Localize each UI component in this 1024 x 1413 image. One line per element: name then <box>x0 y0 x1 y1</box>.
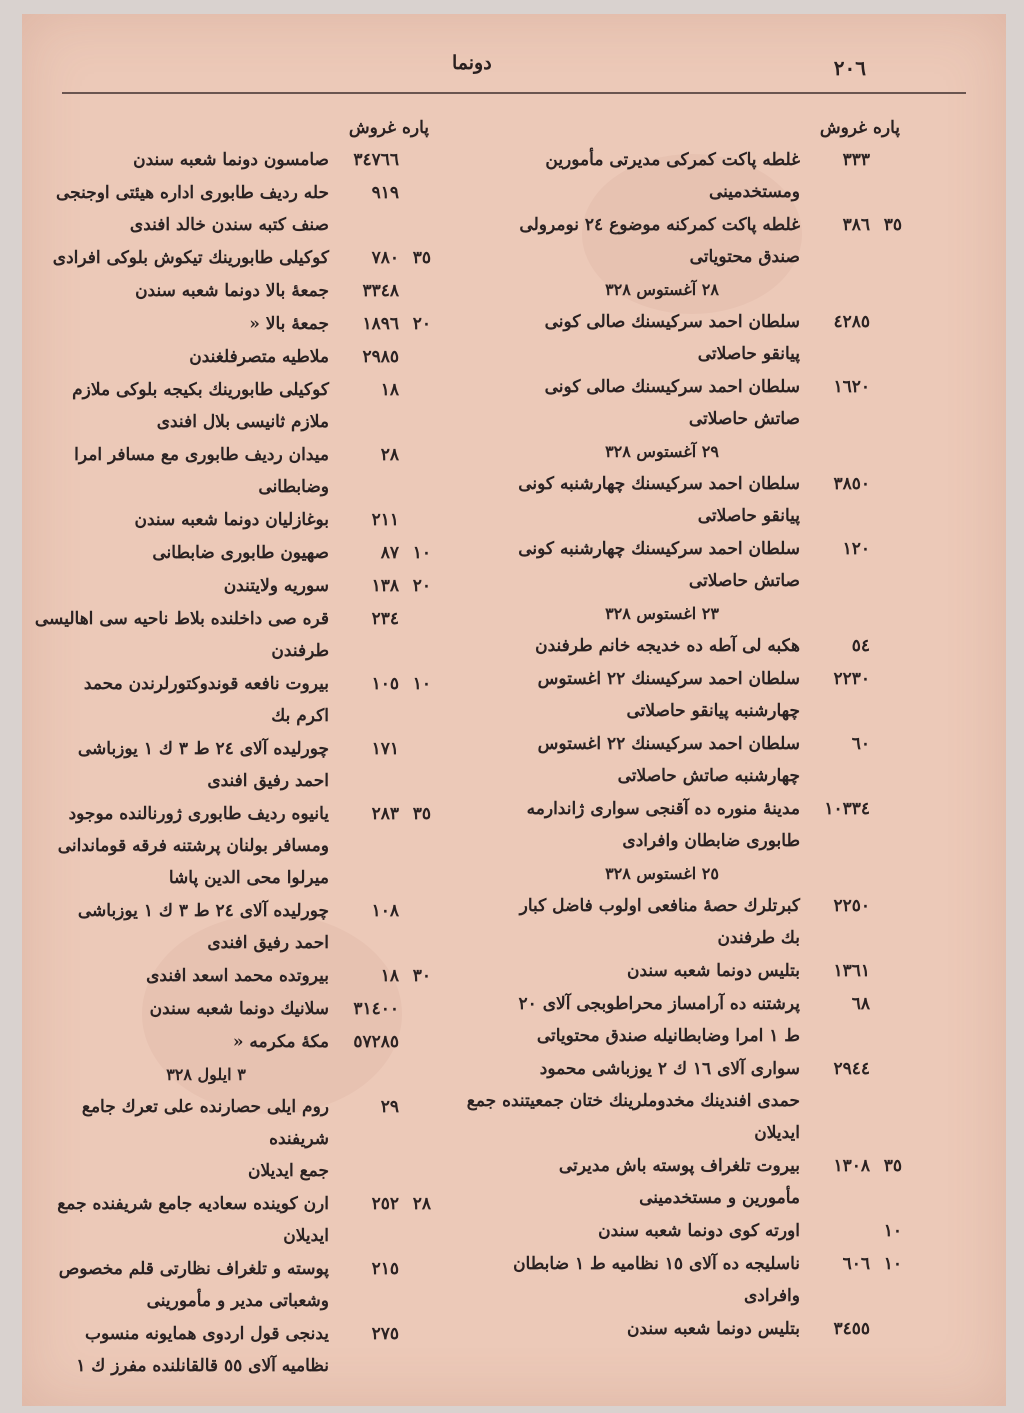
entry-continuation: صاتش حاصلاتی <box>688 409 800 429</box>
ledger-entry <box>21 1091 431 1187</box>
gurus-value: ٦٠ <box>851 734 870 754</box>
entry-text: سلانیك دونما شعبه سندن <box>149 999 329 1019</box>
amount <box>808 1215 902 1247</box>
entry-description <box>21 1188 337 1252</box>
amount <box>337 960 431 992</box>
entry-continuation: احمد رفیق افندی <box>207 771 329 791</box>
entry-continuation: نظامیه آلای ٥٥ قالقانلنده مفرز ك ١ <box>76 1356 329 1376</box>
entry-text: کوکیلی طابورینك بکیجه بلوکی ملازم <box>72 380 329 400</box>
entry-description <box>462 988 808 1052</box>
para-value: ١٠ <box>883 1221 902 1241</box>
gurus-value: ١٣٦١ <box>833 961 870 981</box>
amount <box>337 603 431 635</box>
gurus-value: ٤٢٨٥ <box>833 312 870 332</box>
entry-continuation: ومستخدمینی <box>708 182 800 202</box>
gurus-value: ٦٠٦ <box>842 1254 870 1274</box>
para-value <box>870 468 902 500</box>
entry-text: جمعهٔ بالا دونما شعبه سندن <box>135 281 329 301</box>
gurus-value: ٣٣٣ <box>842 150 870 170</box>
entry-text: یانیوه ردیف طابوری ژورنالنده موجود <box>68 804 329 824</box>
para-value: ١٠ <box>412 543 431 563</box>
entry-description <box>21 733 337 797</box>
entry-continuation: چهارشنبه پیانقو حاصلاتی <box>626 701 800 721</box>
amount <box>808 1313 902 1345</box>
entry-continuation: وافرادی <box>743 1286 800 1306</box>
entry-continuation: چهارشنبه صاتش حاصلاتی <box>617 766 800 786</box>
ledger-entry <box>21 895 431 959</box>
entry-description <box>462 1150 808 1214</box>
para-value <box>870 663 902 695</box>
para-value <box>399 993 431 1025</box>
entry-text: بیروت تلغراف پوسته باش مدیرتی <box>558 1156 800 1176</box>
entry-description <box>462 630 808 662</box>
entry-description <box>462 793 808 857</box>
entry-continuation: ایدیلان <box>283 1226 329 1246</box>
entry-continuation: احمد رفیق افندی <box>207 933 329 953</box>
amount <box>337 668 431 700</box>
ledger-entry <box>462 663 902 727</box>
ledger-entry <box>462 1150 902 1214</box>
entry-description <box>21 1026 337 1058</box>
entry-description <box>21 374 337 438</box>
ledger-entry <box>21 537 431 569</box>
para-value <box>399 603 431 635</box>
para-value: ٣٥ <box>412 248 431 268</box>
para-value: ٣٥ <box>883 215 902 235</box>
entry-description <box>462 1053 808 1149</box>
para-value: ١٠ <box>412 674 431 694</box>
gurus-value: ٥٤ <box>851 636 870 656</box>
entry-description <box>462 533 808 597</box>
entry-continuation: صاتش حاصلاتی <box>688 571 800 591</box>
amount <box>808 371 902 403</box>
amount <box>337 895 431 927</box>
column-heading <box>462 112 902 144</box>
entry-description <box>462 890 808 954</box>
para-value <box>399 374 431 406</box>
gurus-value: ٢٧٥ <box>371 1324 399 1344</box>
gurus-value: ٢٨ <box>380 445 399 465</box>
ledger-entry <box>21 668 431 732</box>
ledger-entry <box>21 798 431 894</box>
left-column <box>21 112 431 1383</box>
entry-text: میدان ردیف طابوری مع مسافر امرا <box>74 445 329 465</box>
left-entries <box>21 144 431 1382</box>
entry-description <box>21 798 337 894</box>
para-value <box>399 1091 431 1123</box>
amount <box>337 504 431 536</box>
para-value <box>399 177 431 209</box>
ledger-entry <box>462 533 902 597</box>
para-value <box>399 1318 431 1350</box>
gurus-value: ٣٣٤٨ <box>362 281 399 301</box>
ledger-entry <box>21 603 431 667</box>
gurus-value: ٥٧٢٨٥ <box>353 1032 399 1052</box>
gurus-value: ٩١٩ <box>371 183 399 203</box>
entry-description <box>462 955 808 987</box>
para-value <box>399 1253 431 1285</box>
ledger-entry <box>462 144 902 208</box>
gurus-value: ١٠٨ <box>371 901 399 921</box>
ledger-entry <box>462 371 902 435</box>
amount <box>808 144 902 176</box>
date-line: ٣ ایلول ٣٢٨ <box>166 1065 246 1084</box>
para-value <box>870 1313 902 1345</box>
entry-text: کوکیلی طابورینك تیکوش بلوکی افرادی <box>52 248 329 268</box>
ledger-entry <box>462 306 902 370</box>
amount <box>337 1188 431 1220</box>
para-value: ٢٠ <box>412 576 431 596</box>
entry-continuation: طرفندن <box>271 641 329 661</box>
amount <box>808 890 902 922</box>
entry-description <box>21 341 337 373</box>
amount <box>808 630 902 662</box>
entry-text: مدینهٔ منوره ده آقنجی سواری ژاندارمه <box>526 799 800 819</box>
ledger-entry <box>21 1188 431 1252</box>
date-line: ٢٥ اغستوس ٣٢٨ <box>605 864 719 883</box>
para-value: ٢٠ <box>412 314 431 334</box>
ledger-entry <box>462 728 902 792</box>
ledger-entry <box>21 275 431 307</box>
para-value: ١٠ <box>883 1254 902 1274</box>
ledger-entry <box>21 374 431 438</box>
para-value <box>399 275 431 307</box>
gurus-value: ٢٩٤٤ <box>833 1059 870 1079</box>
entry-description <box>21 144 337 176</box>
entry-text: غلطه پاکت کمرکنه موضوع ٢٤ نومرولی <box>519 215 800 235</box>
entry-text: قره صی داخلنده بلاط ناحیه سی اهالیسی <box>34 609 329 629</box>
entry-text: بیروتده محمد اسعد افندی <box>146 966 329 986</box>
gurus-value: ٢١١ <box>371 510 399 530</box>
entry-text: سلطان احمد سرکیسنك چهارشنبه کونی <box>518 474 800 494</box>
ledger-entry <box>21 570 431 602</box>
gurus-value: ٢٨٣ <box>371 804 399 824</box>
entry-text: سلطان احمد سرکیسنك ٢٢ اغستوس <box>537 669 800 689</box>
para-value <box>399 144 431 176</box>
amount <box>808 306 902 338</box>
para-value <box>870 306 902 338</box>
ledger-entry <box>462 1215 902 1247</box>
entry-text: مکهٔ مکرمه « <box>232 1032 329 1052</box>
entry-continuation: وشعباتی مدیر و مأمورینی <box>146 1291 329 1311</box>
entry-text: هکبه لی آطه ده خدیجه خانم طرفندن <box>535 636 800 656</box>
gurus-value: ١٠٣٣٤ <box>824 799 870 819</box>
para-value <box>399 733 431 765</box>
ledger-entry <box>21 242 431 274</box>
ledger-entry <box>21 960 431 992</box>
entry-description <box>21 1091 337 1187</box>
amount <box>337 439 431 471</box>
para-value <box>399 1026 431 1058</box>
entry-continuation: وضابطانی <box>258 477 329 497</box>
amount <box>337 341 431 373</box>
para-value <box>870 533 902 565</box>
entry-text: یدنجی قول اردوی همایونه منسوب <box>84 1324 329 1344</box>
page-header <box>22 46 1006 86</box>
amount <box>337 1091 431 1123</box>
para-value <box>870 728 902 760</box>
entry-description <box>21 603 337 667</box>
para-heading: پاره <box>401 118 429 138</box>
para-value: ٢٨ <box>412 1194 431 1214</box>
amount <box>337 733 431 765</box>
ledger-entry <box>462 955 902 987</box>
entry-description <box>21 895 337 959</box>
gurus-value: ٢٥٢ <box>371 1194 399 1214</box>
entry-description <box>21 275 337 307</box>
ledger-entry <box>21 341 431 373</box>
amount <box>337 993 431 1025</box>
entry-description <box>21 537 337 569</box>
ledger-entry <box>21 1253 431 1317</box>
amount <box>337 374 431 406</box>
amount <box>337 537 431 569</box>
entry-description <box>21 242 337 274</box>
right-column <box>462 112 902 1346</box>
para-value: ٣٥ <box>883 1156 902 1176</box>
gurus-value: ٢٩ <box>380 1097 399 1117</box>
amount <box>337 1026 431 1058</box>
ledger-entry <box>462 793 902 857</box>
ledger-entry <box>21 177 431 241</box>
entry-description <box>21 960 337 992</box>
gurus-value: ١٨ <box>380 380 399 400</box>
gurus-value: ٢٢٥٠ <box>833 896 870 916</box>
entry-text: روم ایلی حصارنده علی تعرك جامع شریفنده <box>81 1097 329 1149</box>
gurus-value: ١٢٠ <box>842 539 870 559</box>
entry-text: بتلیس دونما شعبه سندن <box>626 1319 800 1339</box>
amount <box>337 798 431 830</box>
para-value: ٣٥ <box>412 804 431 824</box>
amount <box>808 1248 902 1280</box>
gurus-value: ١٨٩٦ <box>362 314 399 334</box>
entry-description <box>462 468 808 532</box>
entry-text: صهیون طابوری ضابطانی <box>152 543 329 563</box>
entry-text: ناسلیجه ده آلای ١٥ نظامیه ط ١ ضابطان <box>513 1254 800 1274</box>
amount <box>808 1053 902 1085</box>
gurus-heading: غروش <box>819 118 868 138</box>
entry-text: پوسته و تلغراف نظارتی قلم مخصوص <box>58 1259 329 1279</box>
entry-text: صامسون دونما شعبه سندن <box>133 150 329 170</box>
para-value <box>399 504 431 536</box>
entry-text: سوریه ولایتندن <box>223 576 329 596</box>
amount <box>337 242 431 274</box>
ledger-entry <box>21 1318 431 1382</box>
gurus-value: ١٠٥ <box>371 674 399 694</box>
entry-continuation: صنف کتبه سندن خالد افندی <box>129 215 329 235</box>
ledger-entry <box>21 308 431 340</box>
gurus-value: ١٦٢٠ <box>833 377 870 397</box>
entry-text: پرشتنه ده آرامساز محراطوبجی آلای ٢٠ <box>518 994 800 1014</box>
entry-description <box>21 439 337 503</box>
entry-continuation: مأمورین و مستخدمینی <box>639 1188 800 1208</box>
entry-description <box>462 1248 808 1312</box>
entry-continuation: ملازم ثانیسی بلال افندی <box>156 412 329 432</box>
gurus-value <box>808 1215 870 1247</box>
para-value <box>870 630 902 662</box>
ledger-entry <box>21 144 431 176</box>
amount <box>808 533 902 565</box>
gurus-value: ٣٨٥٠ <box>833 474 870 494</box>
gurus-value: ١٧١ <box>371 739 399 759</box>
amount <box>808 663 902 695</box>
entry-text: چورلیده آلای ٢٤ ط ٣ ك ١ یوزباشی <box>77 901 329 921</box>
document-page <box>22 14 1006 1406</box>
amount <box>337 1253 431 1285</box>
entry-continuation: ط ١ امرا وضابطانیله صندق محتویاتی <box>536 1026 800 1046</box>
amount <box>337 570 431 602</box>
entry-text: سلطان احمد سرکیسنك ٢٢ اغستوس <box>537 734 800 754</box>
gurus-value: ٢٣٤ <box>371 609 399 629</box>
amount <box>337 177 431 209</box>
amount <box>337 1318 431 1350</box>
gurus-value: ٣٤٥٥ <box>833 1319 870 1339</box>
ledger-entry <box>462 1313 902 1345</box>
entry-description <box>21 993 337 1025</box>
para-value <box>870 988 902 1020</box>
entry-continuation: حمدی افندینك مخدوملرینك ختان جمعیتنده جمع ایدیلان <box>466 1091 800 1143</box>
gurus-value: ٢٢٣٠ <box>833 669 870 689</box>
ledger-entry <box>462 209 902 273</box>
para-value <box>870 793 902 825</box>
gurus-value: ١٨ <box>380 966 399 986</box>
entry-text: اورته کوی دونما شعبه سندن <box>598 1221 800 1241</box>
entry-description <box>21 1253 337 1317</box>
entry-continuation: پیانقو حاصلاتی <box>697 344 800 364</box>
ledger-entry <box>21 439 431 503</box>
entry-description <box>21 1318 337 1382</box>
para-value <box>870 955 902 987</box>
amount <box>337 308 431 340</box>
entry-description <box>462 1215 808 1247</box>
ledger-entry <box>462 988 902 1052</box>
amount <box>808 728 902 760</box>
ledger-entry <box>21 733 431 797</box>
entry-text: چورلیده آلای ٢٤ ط ٣ ك ١ یوزباشی <box>77 739 329 759</box>
entry-continuation: بك طرفندن <box>717 928 800 948</box>
para-value <box>870 1053 902 1085</box>
entry-text: کبرتلرك حصهٔ منافعی اولوب فاضل کبار <box>519 896 800 916</box>
running-title: دونما <box>452 52 492 74</box>
para-value <box>399 341 431 373</box>
entry-continuation: ومسافر بولنان پرشتنه فرقه قوماندانی میرلوا محی الدین پاشا <box>57 836 329 888</box>
para-value <box>870 144 902 176</box>
amount <box>808 1150 902 1182</box>
ledger-entry <box>462 1248 902 1312</box>
para-value <box>870 890 902 922</box>
entry-description <box>21 570 337 602</box>
ledger-entry <box>462 630 902 662</box>
entry-text: ارن کوینده سعادیه جامع شریفنده جمع <box>57 1194 329 1214</box>
entry-continuation: طابوری ضابطان وافرادی <box>622 831 800 851</box>
gurus-value: ٣١٤٠٠ <box>353 999 399 1019</box>
entry-text: سلطان احمد سرکیسنك چهارشنبه کونی <box>518 539 800 559</box>
entry-description <box>462 663 808 727</box>
amount <box>337 275 431 307</box>
ledger-entry <box>21 504 431 536</box>
header-rule <box>62 92 966 94</box>
gurus-value: ٣٨٦ <box>842 215 870 235</box>
gurus-value: ١٣٠٨ <box>833 1156 870 1176</box>
para-value <box>870 371 902 403</box>
right-entries <box>462 144 902 1345</box>
entry-description <box>21 668 337 732</box>
entry-text: بیروت نافعه قوندوکتورلرندن محمد <box>83 674 329 694</box>
para-value <box>399 439 431 471</box>
ledger-entry <box>462 468 902 532</box>
para-value: ٣٠ <box>412 966 431 986</box>
para-heading: پاره <box>872 118 900 138</box>
gurus-value: ٦٨ <box>851 994 870 1014</box>
entry-continuation: صندق محتویاتی <box>689 247 800 267</box>
entry-text: حله ردیف طابوری اداره هیئتی اوجنجی <box>55 183 329 203</box>
para-value <box>399 895 431 927</box>
entry-text: بوغازلیان دونما شعبه سندن <box>134 510 329 530</box>
gurus-value: ٢٩٨٥ <box>362 347 399 367</box>
amount <box>808 793 902 825</box>
ledger-entry <box>462 1053 902 1149</box>
entry-continuation: اکرم بك <box>271 706 329 726</box>
gurus-value: ٣٤٧٦٦ <box>353 150 399 170</box>
entry-description <box>462 209 808 273</box>
entry-description <box>462 306 808 370</box>
amount <box>808 209 902 241</box>
amount <box>808 468 902 500</box>
amount <box>337 144 431 176</box>
date-line: ٢٨ آغستوس ٣٢٨ <box>605 280 719 299</box>
ledger-entry <box>21 1026 431 1058</box>
entry-description <box>21 504 337 536</box>
date-line: ٢٣ اغستوس ٣٢٨ <box>605 604 719 623</box>
entry-description <box>462 728 808 792</box>
amount <box>808 988 902 1020</box>
entry-text: ملاطیه متصرفلغندن <box>189 347 329 367</box>
ledger-entry <box>21 993 431 1025</box>
entry-text: جمعهٔ بالا « <box>249 314 329 334</box>
ledger-entry <box>462 890 902 954</box>
entry-continuation: پیانقو حاصلاتی <box>697 506 800 526</box>
gurus-value: ٧٨٠ <box>371 248 399 268</box>
entry-continuation: جمع ایدیلان <box>247 1161 329 1181</box>
date-line: ٢٩ آغستوس ٣٢٨ <box>605 442 719 461</box>
entry-description <box>462 144 808 208</box>
column-heading <box>21 112 431 144</box>
entry-description <box>462 371 808 435</box>
amount <box>808 955 902 987</box>
gurus-value: ٢١٥ <box>371 1259 399 1279</box>
entry-text: سواری آلای ١٦ ك ٢ یوزباشی محمود <box>539 1059 800 1079</box>
gurus-value: ١٣٨ <box>371 576 399 596</box>
entry-text: سلطان احمد سرکیسنك صالی کونی <box>544 312 800 332</box>
page-number: ٢٠٦ <box>833 56 866 80</box>
gurus-heading: غروش <box>348 118 397 138</box>
entry-description <box>21 177 337 241</box>
entry-text: غلطه پاکت کمرکی مدیرتی مأمورین <box>545 150 800 170</box>
gurus-value: ٨٧ <box>380 543 399 563</box>
entry-text: بتلیس دونما شعبه سندن <box>626 961 800 981</box>
entry-text: سلطان احمد سرکیسنك صالی کونی <box>544 377 800 397</box>
entry-description <box>462 1313 808 1345</box>
entry-description <box>21 308 337 340</box>
